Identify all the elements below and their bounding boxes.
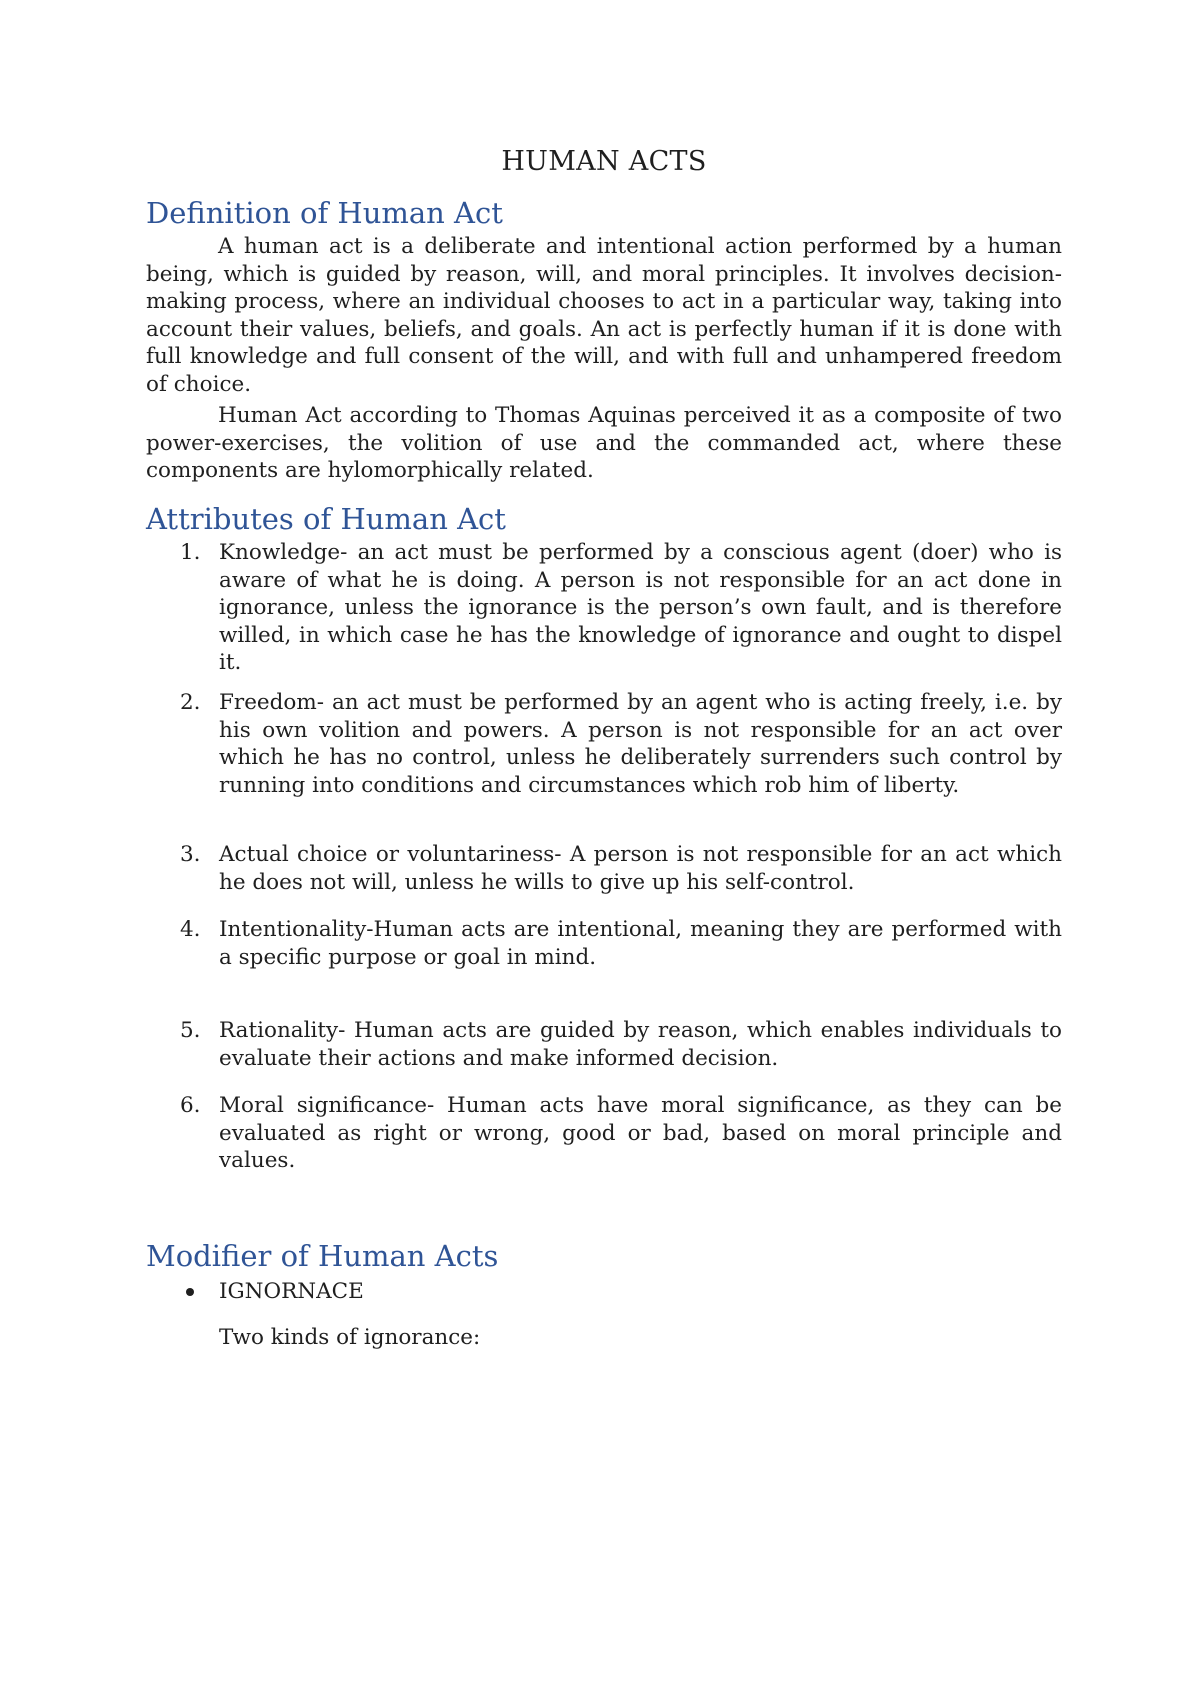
list-item-number: 2. bbox=[180, 690, 201, 715]
heading-modifier: Modifier of Human Acts bbox=[146, 1239, 499, 1273]
list-item-text: Freedom- an act must be performed by an agent who is acting freely, i.e. by his own volition and powers. A person is not responsible for an act over which he has no control, unless he deliberately surrenders such control by running into conditions and circumstances which rob him of liberty. bbox=[219, 690, 1062, 798]
page-title: HUMAN ACTS bbox=[501, 146, 707, 177]
list-item-number: 3. bbox=[180, 842, 201, 867]
heading-attributes: Attributes of Human Act bbox=[146, 502, 506, 536]
list-item-text: Actual choice or voluntariness- A person is not responsible for an act which he does not will, unless he wills to give up his self-control. bbox=[219, 842, 1062, 895]
heading-definition: Definition of Human Act bbox=[146, 196, 503, 230]
list-item-text: Knowledge- an act must be performed by a conscious agent (doer) who is aware of what he is doing. A person is not responsible for an act done in ignorance, unless the ignorance is the person’s own fault, and is therefore willed, in which case he has the knowledge of ignorance and ought to dispel it. bbox=[219, 540, 1062, 675]
list-item bbox=[146, 841, 1062, 896]
definition-paragraph-2: Human Act according to Thomas Aquinas perceived it as a composite of two power-exercises, the volition of use and the commanded act, where these components are hylomorphically related. bbox=[146, 403, 1062, 483]
list-item-text: Rationality- Human acts are guided by reason, which enables individuals to evaluate their actions and make informed decision. bbox=[219, 1018, 1062, 1071]
list-item-number: 6. bbox=[180, 1093, 201, 1118]
modifier-subtext: Two kinds of ignorance: bbox=[219, 1325, 481, 1350]
list-item bbox=[146, 1017, 1062, 1072]
list-item-text: Intentionality-Human acts are intentional, meaning they are performed with a specific purpose or goal in mind. bbox=[219, 917, 1062, 970]
bullet-text: IGNORNACE bbox=[219, 1279, 364, 1304]
bullet-item bbox=[146, 1278, 1062, 1306]
list-item-text: Moral significance- Human acts have moral significance, as they can be evaluated as right or wrong, good or bad, based on moral principle and values. bbox=[219, 1093, 1062, 1173]
list-item-number: 5. bbox=[180, 1018, 201, 1043]
bullet-icon bbox=[186, 1288, 194, 1296]
list-item-number: 4. bbox=[180, 917, 201, 942]
list-item bbox=[146, 916, 1062, 971]
list-item bbox=[146, 539, 1062, 677]
definition-paragraph-1: A human act is a deliberate and intentional action performed by a human being, which is guided by reason, will, and moral principles. It involves decision-making process, where an individual chooses to act in a particular way, taking into account their values, beliefs, and goals. An act is perfectly human if it is done with full knowledge and full consent of the will, and with full and unhampered freedom of choice. bbox=[146, 234, 1062, 397]
list-item bbox=[146, 689, 1062, 799]
list-item bbox=[146, 1092, 1062, 1175]
list-item-number: 1. bbox=[180, 540, 201, 565]
